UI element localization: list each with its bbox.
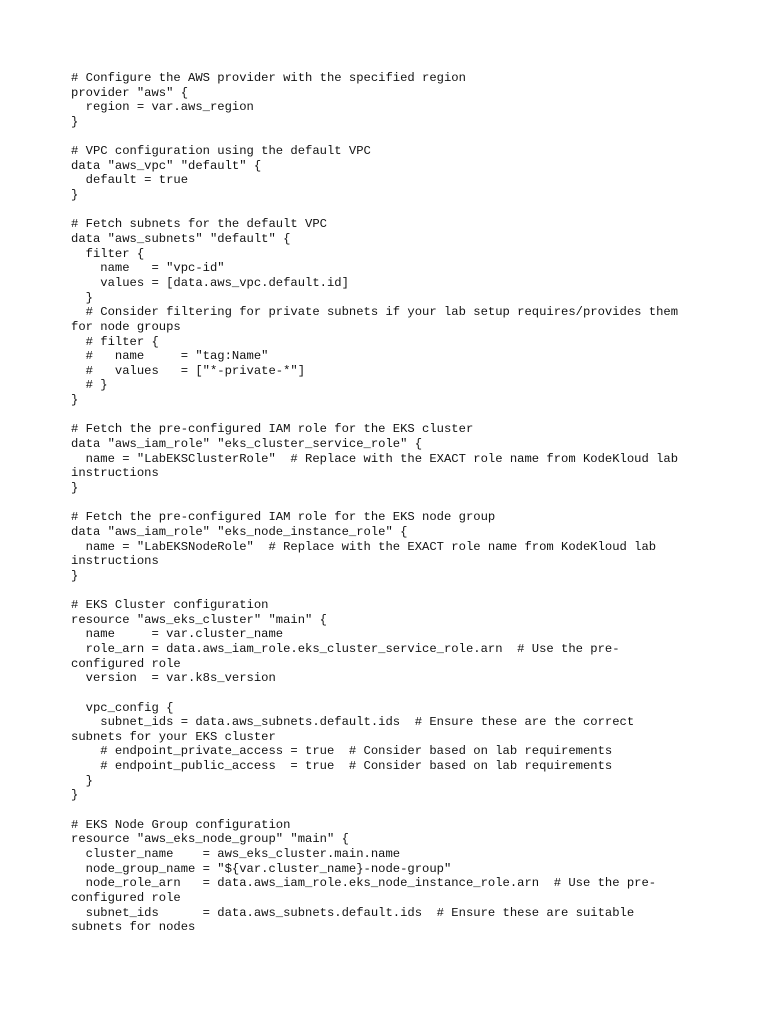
code-line: # VPC configuration using the default VPC — [71, 144, 371, 159]
code-line — [71, 408, 711, 423]
code-line — [71, 203, 711, 218]
code-line: # Fetch the pre-configured IAM role for the EKS cluster — [71, 422, 474, 437]
code-line: for node groups — [71, 319, 181, 334]
code-line: # values = ["*-private-*"] — [71, 363, 306, 378]
code-line: # name = "tag:Name" — [71, 349, 269, 364]
code-line: node_group_name = "${var.cluster_name}-node-group" — [71, 861, 452, 876]
code-line: # endpoint_public_access = true # Consider based on lab requirements — [71, 759, 613, 774]
code-line: subnets for your EKS cluster — [71, 729, 276, 744]
code-line — [71, 803, 711, 818]
code-line: # endpoint_private_access = true # Consider based on lab requirements — [71, 744, 613, 759]
code-line: } — [71, 393, 79, 408]
code-block — [71, 71, 711, 935]
code-line: # filter { — [71, 334, 159, 349]
code-line: } — [71, 114, 79, 129]
code-line: # Configure the AWS provider with the specified region — [71, 71, 466, 85]
code-line — [71, 496, 711, 511]
code-line: } — [71, 773, 93, 788]
code-line: # EKS Node Group configuration — [71, 817, 291, 832]
code-line: configured role — [71, 656, 181, 671]
code-line: name = "LabEKSNodeRole" # Replace with the EXACT role name from KodeKloud lab — [71, 539, 657, 554]
code-line: role_arn = data.aws_iam_role.eks_cluster_service_role.arn # Use the pre- — [71, 641, 620, 656]
code-line: cluster_name = aws_eks_cluster.main.name — [71, 846, 401, 861]
code-line: vpc_config { — [71, 700, 174, 715]
code-line: region = var.aws_region — [71, 100, 254, 115]
code-line: } — [71, 568, 79, 583]
code-line: data "aws_iam_role" "eks_cluster_service_role" { — [71, 437, 423, 452]
code-line: default = true — [71, 173, 189, 188]
code-line: instructions — [71, 554, 159, 569]
code-line: data "aws_vpc" "default" { — [71, 158, 262, 173]
code-line: name = var.cluster_name — [71, 627, 284, 642]
code-line: } — [71, 788, 79, 803]
code-line: } — [71, 290, 93, 305]
code-line: } — [71, 480, 79, 495]
code-line: filter { — [71, 246, 145, 261]
code-line: name = "vpc-id" — [71, 261, 225, 276]
code-line: instructions — [71, 466, 159, 481]
code-line: # EKS Cluster configuration — [71, 598, 269, 613]
code-line: provider "aws" { — [71, 85, 189, 100]
code-line: # } — [71, 378, 108, 393]
code-line: resource "aws_eks_cluster" "main" { — [71, 612, 327, 627]
code-line: values = [data.aws_vpc.default.id] — [71, 275, 349, 290]
code-line: node_role_arn = data.aws_iam_role.eks_node_instance_role.arn # Use the pre- — [71, 876, 657, 891]
code-line — [71, 583, 711, 598]
code-line: # Fetch subnets for the default VPC — [71, 217, 327, 232]
code-line: subnet_ids = data.aws_subnets.default.ids # Ensure these are suitable — [71, 905, 635, 920]
code-line: name = "LabEKSClusterRole" # Replace with the EXACT role name from KodeKloud lab — [71, 451, 679, 466]
code-line: configured role — [71, 890, 181, 905]
code-line: data "aws_subnets" "default" { — [71, 232, 291, 247]
code-line: # Fetch the pre-configured IAM role for the EKS node group — [71, 510, 496, 525]
code-line: data "aws_iam_role" "eks_node_instance_role" { — [71, 524, 408, 539]
code-line: subnets for nodes — [71, 920, 196, 935]
code-line — [71, 130, 711, 145]
code-line: resource "aws_eks_node_group" "main" { — [71, 832, 349, 847]
code-line: subnet_ids = data.aws_subnets.default.ids # Ensure these are the correct — [71, 715, 635, 730]
code-line: # Consider filtering for private subnets if your lab setup requires/provides them — [71, 305, 679, 320]
code-line — [71, 686, 711, 701]
code-line: } — [71, 188, 79, 203]
code-line: version = var.k8s_version — [71, 671, 276, 686]
